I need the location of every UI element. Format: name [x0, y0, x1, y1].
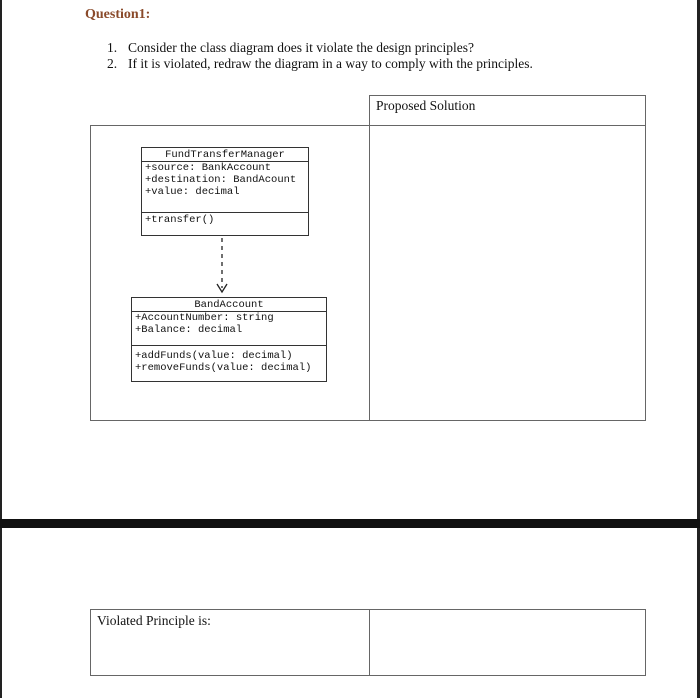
- proposed-solution-header: Proposed Solution: [376, 98, 476, 113]
- uml-attribute: +AccountNumber: string: [135, 312, 274, 324]
- uml-methods: [132, 345, 326, 374]
- uml-class-name: FundTransferManager: [165, 149, 285, 161]
- question-item-text: Consider the class diagram does it violate the design principles?: [128, 40, 475, 55]
- uml-method: +transfer(): [145, 214, 215, 226]
- uml-method: +removeFunds(value: decimal): [135, 362, 312, 374]
- page-divider: [0, 519, 700, 528]
- question-item-number: 2.: [107, 56, 118, 71]
- violated-principle-label-cell: [90, 609, 370, 676]
- page-border-left: [0, 0, 2, 698]
- uml-attributes: [132, 311, 326, 345]
- uml-class-bandaccount: [131, 297, 327, 382]
- violated-principle-answer-cell[interactable]: [369, 609, 646, 676]
- question-item-text: If it is violated, redraw the diagram in a way to comply with the principles.: [128, 56, 533, 71]
- proposed-solution-cell[interactable]: [369, 125, 646, 421]
- question-item-1: [107, 40, 474, 56]
- dependency-arrow: [214, 236, 230, 298]
- violated-principle-label: Violated Principle is:: [97, 613, 211, 628]
- uml-attribute: +value: decimal: [145, 186, 240, 198]
- uml-attributes: [142, 161, 308, 212]
- question-item-2: [107, 56, 533, 72]
- uml-method: +addFunds(value: decimal): [135, 350, 293, 362]
- uml-class-name: BandAccount: [194, 299, 264, 311]
- proposed-solution-header-cell: [369, 95, 646, 126]
- uml-attribute: +Balance: decimal: [135, 324, 243, 336]
- uml-attribute: +source: BankAccount: [145, 162, 272, 174]
- uml-attribute: +destination: BandAcount: [145, 174, 297, 186]
- uml-class-fundtransfermanager: [141, 147, 309, 236]
- question-item-number: 1.: [107, 40, 118, 55]
- uml-methods: [142, 212, 308, 226]
- question-title: Question1:: [85, 7, 151, 22]
